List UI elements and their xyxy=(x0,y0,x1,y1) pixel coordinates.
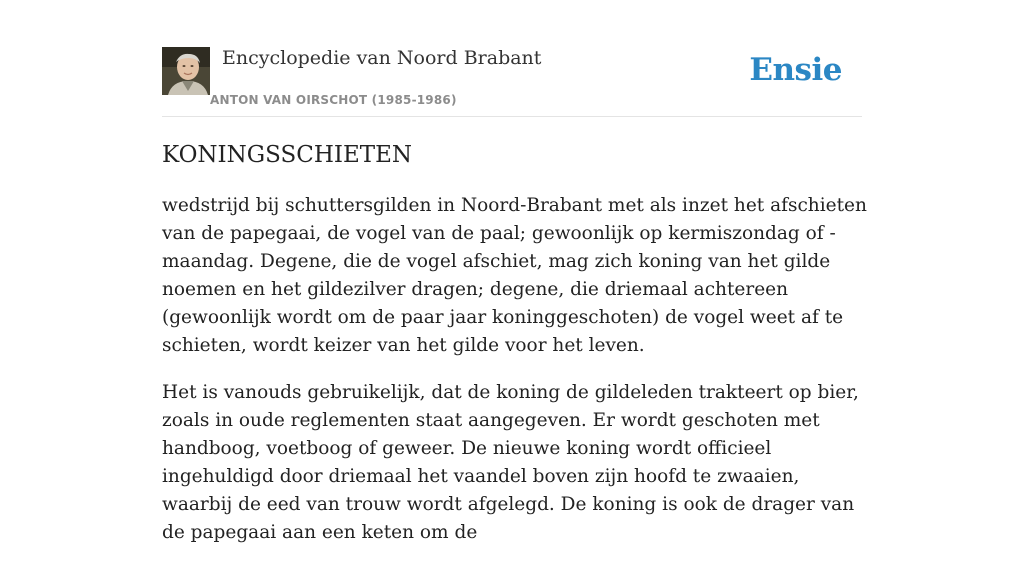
avatar[interactable] xyxy=(162,47,210,95)
source-title[interactable]: Encyclopedie van Noord Brabant xyxy=(222,47,542,69)
author-portrait-icon xyxy=(162,47,210,95)
ensie-logo[interactable]: Ensie xyxy=(749,52,842,88)
source-header xyxy=(162,46,862,117)
source-author[interactable]: ANTON VAN OIRSCHOT (1985-1986) xyxy=(210,93,457,107)
article-paragraph: Het is vanouds gebruikelijk, dat de koning de gildeleden trakteert op bier, zoals in oude reglementen staat aangegeven. Er wordt geschoten met handboog, voetboog of geweer. De nieuwe koning wordt officieel ingehuldigd door driemaal het vaandel boven zijn hoofd te zwaaien, waarbij de eed van trouw wordt afgelegd. De koning is ook de drager van de papegaai aan een keten om de xyxy=(162,382,859,543)
article-headword: KONINGSSCHIETEN xyxy=(162,142,413,168)
article-body xyxy=(162,192,867,566)
article-paragraph: wedstrijd bij schuttersgilden in Noord-Brabant met als inzet het afschieten van de papegaai, de vogel van de paal; gewoonlijk op kermiszondag of -maandag. Degene, die de vogel afschiet, mag zich koning van het gilde noemen en het gildezilver dragen; degene, die driemaal achtereen (gewoonlijk wordt om de paar jaar koninggeschoten) de vogel weet af te schieten, wordt keizer van het gilde voor het leven. xyxy=(162,195,867,356)
